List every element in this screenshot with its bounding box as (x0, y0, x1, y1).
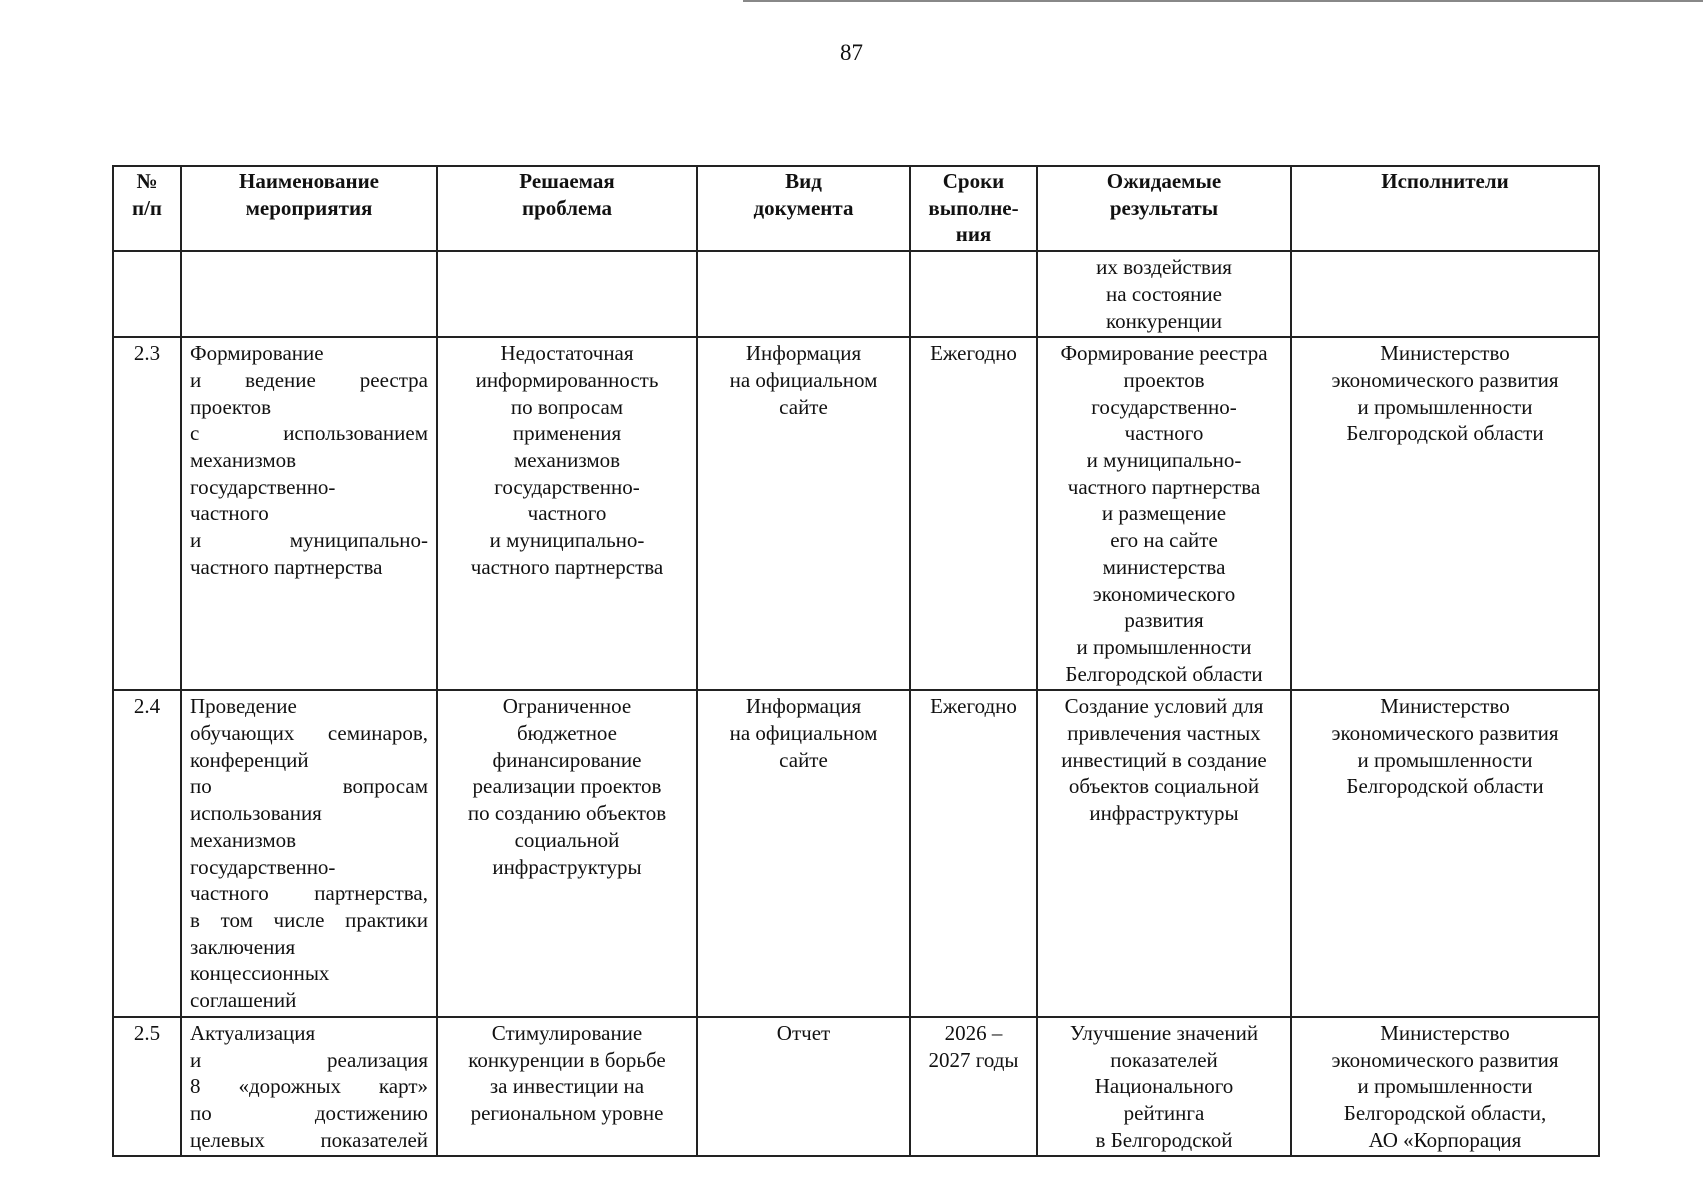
cell-problem: Ограниченное бюджетное финансирование реализации проектов по созданию объектов социальной инфраструктуры (437, 690, 697, 1016)
table-row (113, 337, 1599, 690)
top-rule (743, 0, 1703, 2)
cell-num: 2.4 (113, 690, 181, 1016)
cell-name: Проведение обучающих семинаров, конференций по вопросам использования механизмов государственно- частного партнерства, в том числе практики заключения концессионных соглашений (181, 690, 437, 1016)
cell-executors: Министерство экономического развития и промышленности Белгородской области (1291, 337, 1599, 690)
cell-results: Формирование реестра проектов государственно- частного и муниципально- частного партнерства и размещение его на сайте министерства экономического развития и промышленности Белгородской области (1037, 337, 1291, 690)
cell-name: Формирование и ведение реестра проектов с использованием механизмов государственно- частного и муниципально- частного партнерства (181, 337, 437, 690)
table-row (113, 1017, 1599, 1157)
cell-problem (437, 251, 697, 337)
cell-executors: Министерство экономического развития и промышленности Белгородской области (1291, 690, 1599, 1016)
cell-doc: Отчет (697, 1017, 910, 1157)
cell-doc (697, 251, 910, 337)
cell-doc: Информация на официальном сайте (697, 337, 910, 690)
header-num: № п/п (113, 166, 181, 251)
cell-num (113, 251, 181, 337)
cell-executors: Министерство экономического развития и промышленности Белгородской области, АО «Корпорация (1291, 1017, 1599, 1157)
header-name: Наименование мероприятия (181, 166, 437, 251)
activities-table (112, 165, 1600, 1157)
header-executors: Исполнители (1291, 166, 1599, 251)
header-row (113, 166, 1599, 251)
cell-results: Улучшение значений показателей Национального рейтинга в Белгородской (1037, 1017, 1291, 1157)
cell-results: Создание условий для привлечения частных инвестиций в создание объектов социальной инфраструктуры (1037, 690, 1291, 1016)
cell-results: их воздействия на состояние конкуренции (1037, 251, 1291, 337)
header-results: Ожидаемые результаты (1037, 166, 1291, 251)
cell-term: Ежегодно (910, 690, 1037, 1016)
header-problem: Решаемая проблема (437, 166, 697, 251)
cell-num: 2.5 (113, 1017, 181, 1157)
header-term: Сроки выполне- ния (910, 166, 1037, 251)
cell-term (910, 251, 1037, 337)
page-number: 87 (840, 40, 863, 65)
cell-name (181, 251, 437, 337)
header-doc: Вид документа (697, 166, 910, 251)
cell-name: Актуализация и реализация 8 «дорожных карт» по достижению целевых показателей (181, 1017, 437, 1157)
continuation-row (113, 251, 1599, 337)
cell-term: 2026 – 2027 годы (910, 1017, 1037, 1157)
cell-executors (1291, 251, 1599, 337)
table-row (113, 690, 1599, 1016)
cell-problem: Стимулирование конкуренции в борьбе за инвестиции на региональном уровне (437, 1017, 697, 1157)
cell-term: Ежегодно (910, 337, 1037, 690)
cell-problem: Недостаточная информированность по вопросам применения механизмов государственно- частного и муниципально- частного партнерства (437, 337, 697, 690)
cell-doc: Информация на официальном сайте (697, 690, 910, 1016)
cell-num: 2.3 (113, 337, 181, 690)
